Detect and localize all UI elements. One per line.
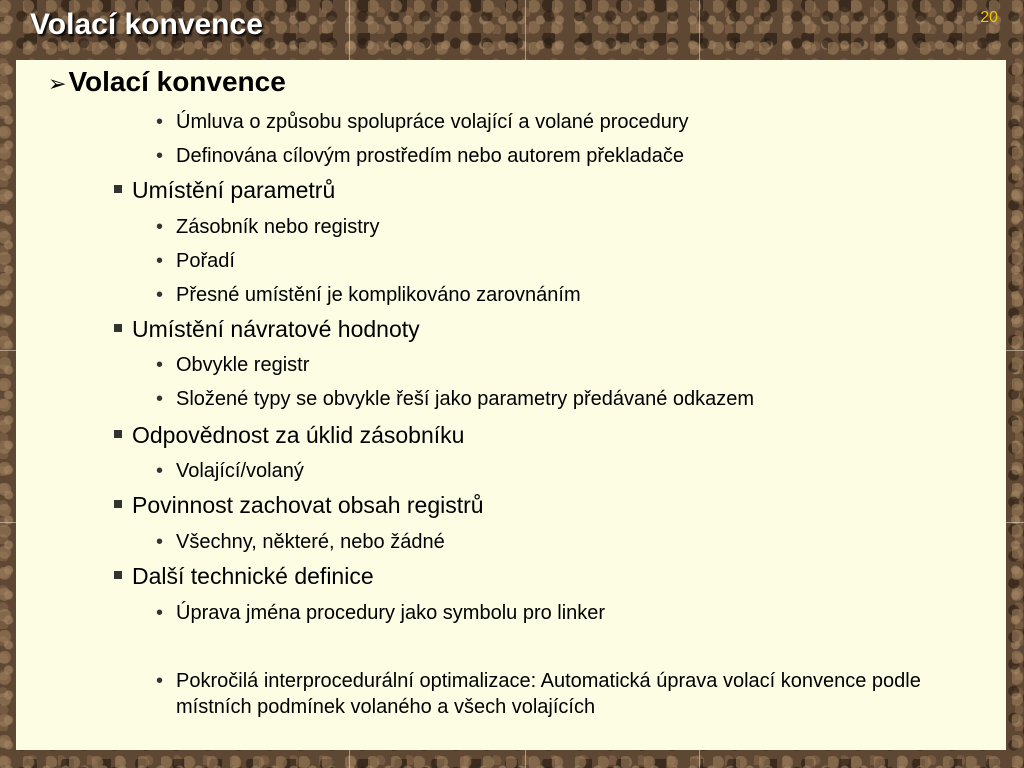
list-item	[156, 386, 754, 412]
list-item	[156, 600, 605, 626]
list-item-text: Pokročilá interprocedurální optimalizace: Automatická úprava volací konvence podle místních podmínek volaného a všech volajících	[176, 670, 921, 718]
list-item-text: Všechny, některé, nebo žádné	[176, 531, 445, 553]
list-item-text: Přesné umístění je komplikováno zarovnáním	[176, 284, 581, 306]
list-item	[114, 177, 335, 204]
dot-bullet-icon: •	[156, 250, 164, 272]
dot-bullet-icon: •	[156, 388, 164, 410]
square-bullet-icon	[114, 500, 122, 508]
list-item-text: Zásobník nebo registry	[176, 216, 380, 238]
list-item	[156, 352, 309, 378]
page-number: 20	[980, 9, 998, 26]
list-item	[156, 248, 235, 274]
slide-title: Volací konvence	[30, 8, 263, 41]
dot-bullet-icon: •	[156, 284, 164, 306]
square-bullet-icon	[114, 324, 122, 332]
list-item	[114, 316, 420, 343]
list-item-text: Odpovědnost za úklid zásobníku	[132, 422, 465, 448]
list-item-text: Umístění parametrů	[132, 177, 336, 203]
main-heading: Volací konvence	[68, 66, 286, 97]
square-bullet-icon	[114, 571, 122, 579]
list-item-text: Úmluva o způsobu spolupráce volající a volané procedury	[176, 111, 689, 133]
dot-bullet-icon: •	[156, 145, 164, 167]
list-item	[156, 214, 379, 240]
list-item	[156, 282, 581, 308]
list-item	[156, 668, 956, 720]
dot-bullet-icon: •	[156, 111, 164, 133]
list-item	[114, 563, 374, 590]
list-item	[114, 492, 484, 519]
list-item-text: Definována cílovým prostředím nebo autorem překladače	[176, 145, 685, 167]
list-item-text: Povinnost zachovat obsah registrů	[132, 492, 484, 518]
list-item-text: Volající/volaný	[176, 460, 304, 482]
list-item-text: Pořadí	[176, 250, 235, 272]
main-heading-item	[48, 66, 286, 98]
list-item-text: Obvykle registr	[176, 354, 310, 376]
square-bullet-icon	[114, 430, 122, 438]
list-item-text: Složené typy se obvykle řeší jako parametry předávané odkazem	[176, 388, 755, 410]
list-item-text: Úprava jména procedury jako symbolu pro linker	[176, 602, 606, 624]
square-bullet-icon	[114, 185, 122, 193]
list-item-text: Další technické definice	[132, 563, 374, 589]
content-panel	[16, 60, 1006, 750]
list-item	[156, 143, 684, 169]
dot-bullet-icon: •	[156, 531, 164, 553]
dot-bullet-icon: •	[156, 354, 164, 376]
arrow-bullet-icon: ➢	[48, 71, 67, 96]
list-item	[156, 458, 304, 484]
list-item	[114, 422, 464, 449]
list-item	[156, 529, 445, 555]
dot-bullet-icon: •	[156, 460, 164, 482]
list-item-text: Umístění návratové hodnoty	[132, 316, 420, 342]
list-item	[156, 109, 689, 135]
dot-bullet-icon: •	[156, 602, 164, 624]
dot-bullet-icon: •	[156, 216, 164, 238]
dot-bullet-icon: •	[156, 670, 164, 692]
